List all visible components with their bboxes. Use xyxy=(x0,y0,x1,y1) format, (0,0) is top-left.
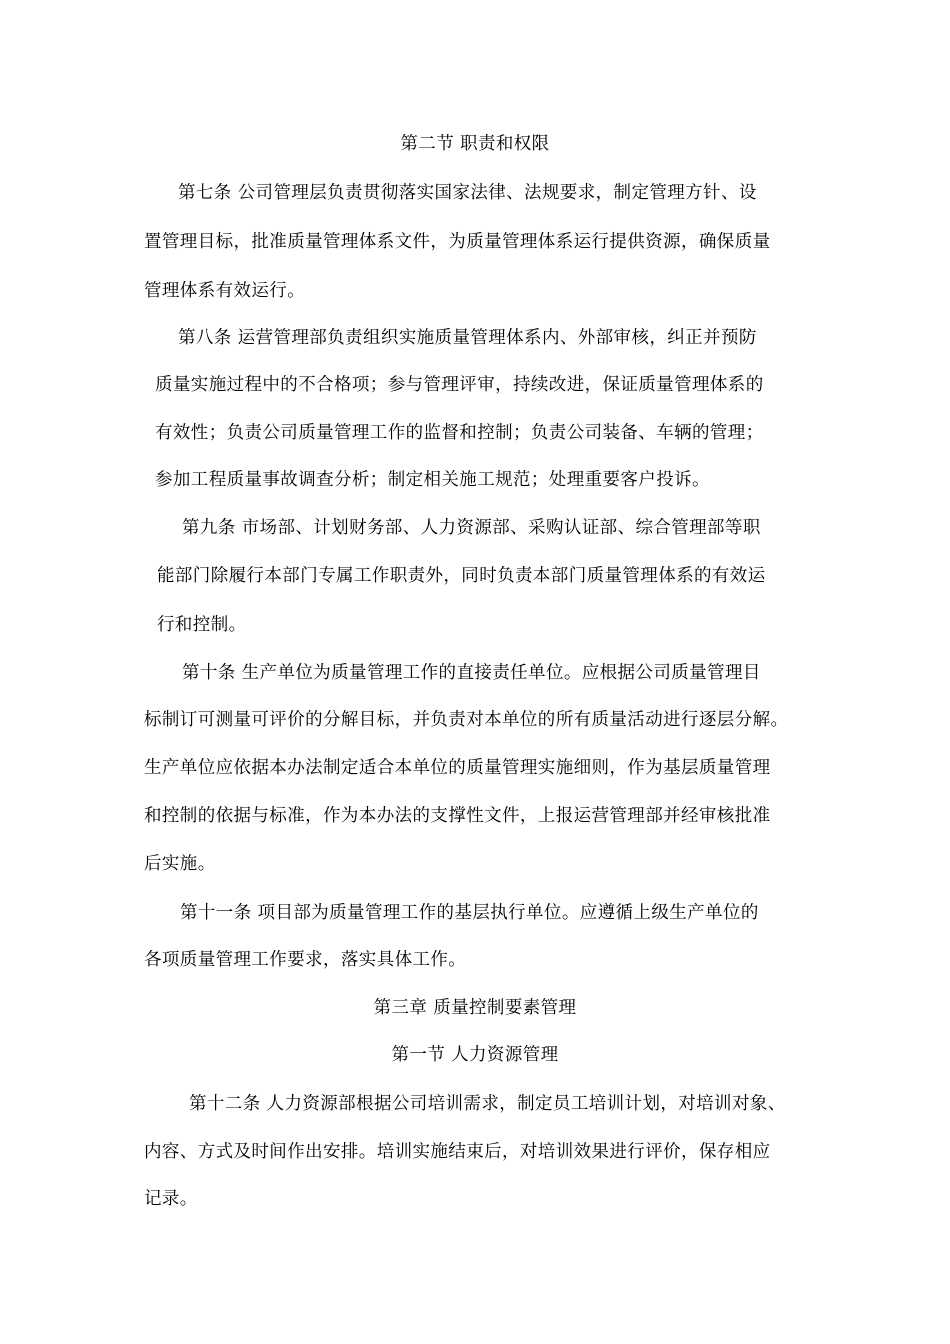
article-9-line-2: 能部门除履行本部门专属工作职责外，同时负责本部门质量管理体系的有效运 xyxy=(157,566,766,586)
article-11-line-2: 各项质量管理工作要求，落实具体工作。 xyxy=(144,950,467,970)
article-10-line-4: 和控制的依据与标准，作为本办法的支撑性文件，上报运营管理部并经审核批准 xyxy=(144,806,771,826)
article-8-line-1: 第八条 运营管理部负责组织实施质量管理体系内、外部审核，纠正并预防 xyxy=(178,328,757,348)
article-8-line-4: 参加工程质量事故调查分析；制定相关施工规范；处理重要客户投诉。 xyxy=(155,470,710,490)
article-12-line-1: 第十二条 人力资源部根据公司培训需求，制定员工培训计划，对培训对象、 xyxy=(189,1094,786,1114)
article-11-line-1: 第十一条 项目部为质量管理工作的基层执行单位。应遵循上级生产单位的 xyxy=(180,903,759,923)
section-heading: 第二节 职责和权限 xyxy=(400,134,550,154)
chapter-heading: 第三章 质量控制要素管理 xyxy=(373,998,577,1018)
article-9-line-3: 行和控制。 xyxy=(157,615,247,635)
article-10-line-1: 第十条 生产单位为质量管理工作的直接责任单位。应根据公司质量管理目 xyxy=(182,663,761,683)
article-10-line-5: 后实施。 xyxy=(144,854,216,874)
article-8-line-3: 有效性；负责公司质量管理工作的监督和控制；负责公司装备、车辆的管理； xyxy=(155,423,764,443)
article-10-line-3: 生产单位应依据本办法制定适合本单位的质量管理实施细则，作为基层质量管理 xyxy=(144,758,771,778)
article-7-line-3: 管理体系有效运行。 xyxy=(144,281,306,301)
article-12-line-3: 记录。 xyxy=(144,1189,198,1209)
article-7-line-1: 第七条 公司管理层负责贯彻落实国家法律、法规要求，制定管理方针、设 xyxy=(178,183,757,203)
article-12-line-2: 内容、方式及时间作出安排。培训实施结束后，对培训效果进行评价，保存相应 xyxy=(144,1142,771,1162)
article-9-line-1: 第九条 市场部、计划财务部、人力资源部、采购认证部、综合管理部等职 xyxy=(182,518,761,538)
article-7-line-2: 置管理目标，批准质量管理体系文件，为质量管理体系运行提供资源，确保质量 xyxy=(144,232,771,252)
article-8-line-2: 质量实施过程中的不合格项；参与管理评审，持续改进，保证质量管理体系的 xyxy=(155,375,764,395)
article-10-line-2: 标制订可测量可评价的分解目标，并负责对本单位的所有质量活动进行逐层分解。 xyxy=(144,710,789,730)
section-heading: 第一节 人力资源管理 xyxy=(391,1045,559,1065)
